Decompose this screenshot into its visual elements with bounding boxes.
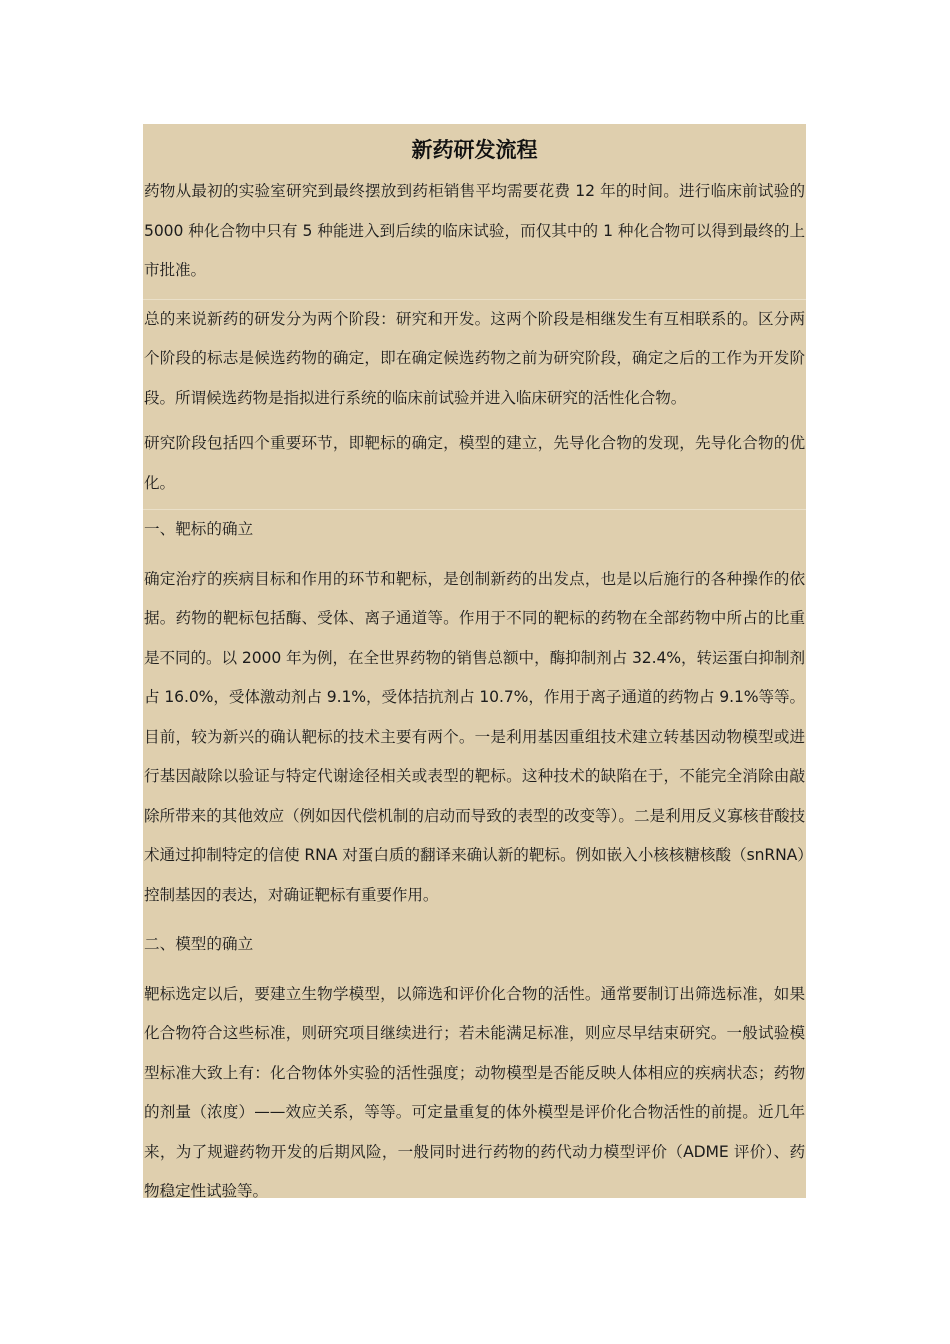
paragraph-model: 靶标选定以后，要建立生物学模型，以筛选和评价化合物的活性。通常要制订出筛选标准，如果化合物符合这些标准，则研究项目继续进行；若未能满足标准，则应尽早结束研究。一般试验模型标准大致上有：化合物体外实验的活性强度；动物模型是否能反映人体相应的疾病状态；药物的剂量（浓度）——效应关系，等等。可定量重复的体外模型是评价化合物活性的前提。近几年来，为了规避药物开发的后期风险，一般同时进行药物的药代动力模型评价（ADME 评价）、药物稳定性试验等。	[144, 984, 805, 1200]
paragraph-research-steps: 研究阶段包括四个重要环节，即靶标的确定，模型的建立，先导化合物的发现，先导化合物的优化。	[144, 434, 805, 492]
paragraph-intro: 药物从最初的实验室研究到最终摆放到药柜销售平均需要花费 12 年的时间。进行临床前试验的 5000 种化合物中只有 5 种能进入到后续的临床试验，而仅其中的 1 种化合物可以得到最终的上市批准。	[144, 182, 805, 279]
section-block	[143, 560, 806, 916]
section-block	[143, 925, 806, 965]
section-heading-target: 一、靶标的确立	[144, 520, 254, 538]
section-block	[143, 975, 806, 1212]
document-content	[143, 124, 806, 1198]
paragraph-stages: 总的来说新药的研发分为两个阶段：研究和开发。这两个阶段是相继发生有互相联系的。区分两个阶段的标志是候选药物的确定，即在确定候选药物之前为研究阶段，确定之后的工作为开发阶段。所谓候选药物是指拟进行系统的临床前试验并进入临床研究的活性化合物。	[144, 309, 805, 407]
section-block	[143, 509, 806, 550]
section-heading-model: 二、模型的确立	[144, 935, 254, 953]
section-block	[143, 299, 806, 419]
section-block	[143, 424, 806, 503]
document-title: 新药研发流程	[411, 138, 538, 162]
paragraph-target: 确定治疗的疾病目标和作用的环节和靶标，是创制新药的出发点，也是以后施行的各种操作的依据。药物的靶标包括酶、受体、离子通道等。作用于不同的靶标的药物在全部药物中所占的比重是不同的。以 2000 年为例，在全世界药物的销售总额中，酶抑制剂占 32.4%，转运蛋白抑制剂占 16.0%，受体激动剂占 9.1%，受体拮抗剂占 10.7%，作用于离子通道的药物占 9.1%等等。目前，较为新兴的确认靶标的技术主要有两个。一是利用基因重组技术建立转基因动物模型或进行基因敲除以验证与特定代谢途径相关或表型的靶标。这种技术的缺陷在于，不能完全消除由敲除所带来的其他效应（例如因代偿机制的启动而导致的表型的改变等）。二是利用反义寡核苷酸技术通过抑制特定的信使 RNA 对蛋白质的翻译来确认新的靶标。例如嵌入小核核糖核酸（snRNA）控制基因的表达，对确证靶标有重要作用。	[144, 569, 805, 904]
